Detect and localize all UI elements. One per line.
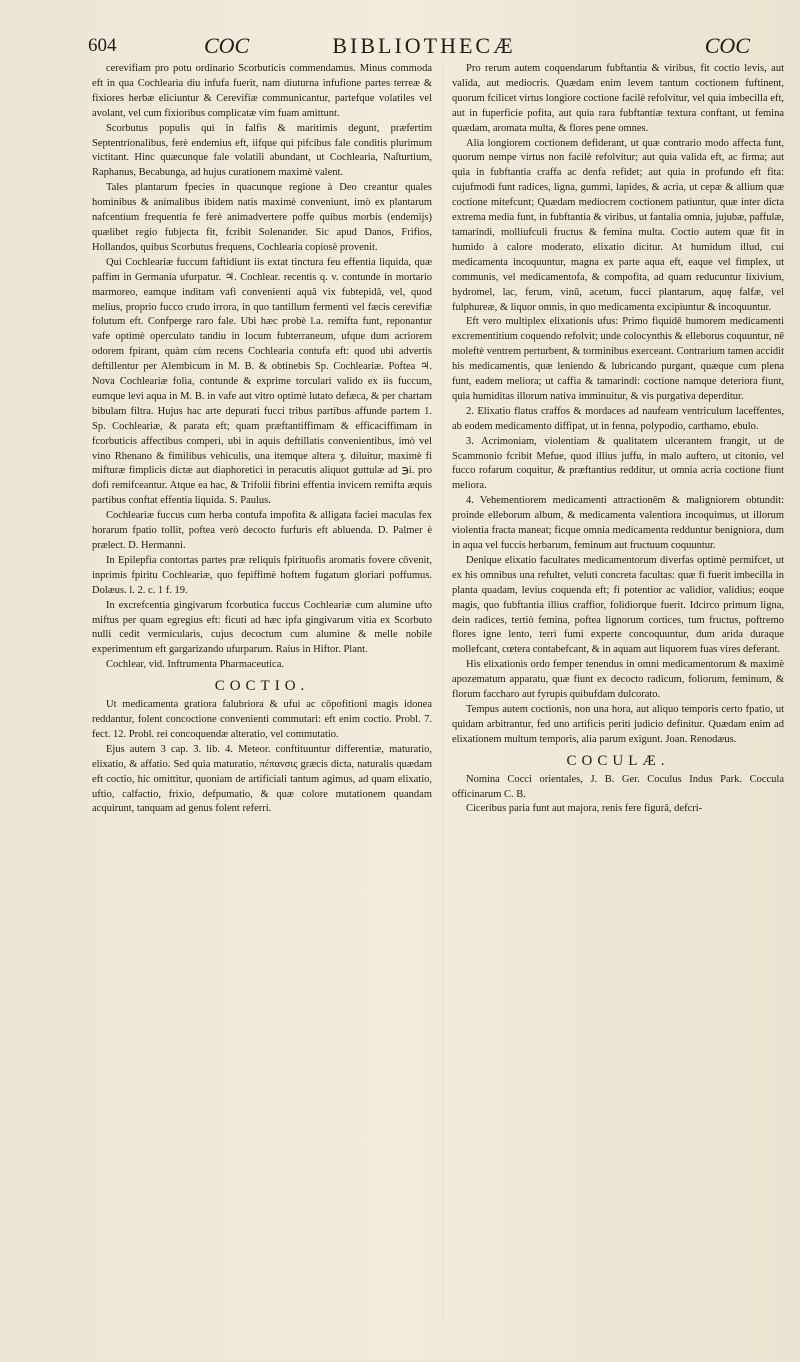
- paragraph: Tales plantarum fpecies in quacunque regione à Deo creantur quales hominibus & animalibus ibidem natis maximè conveniunt, imò ex plantarum nafcentium frequentia fe ferè animadvertere poffe quibus morbis (endemijs) quælibet regio fubjecta fit, fcribit Solenander. Sic apud Danos, Frifios, Hollandos, quibus Scorbutus frequens, Cochlearia copiosè provenit.: [92, 182, 432, 253]
- section-heading-coctio: COCTIO.: [214, 678, 310, 695]
- page-title: BIBLIOTHECÆ: [332, 33, 516, 58]
- paragraph: Alia longiorem coctionem defiderant, ut quæ contrario modo affecta funt, quorum nempe virtus non facilè refolvitur; aut quia valida eft, ac firma; aut quia in fubftantia craffa ac denfa refidet; aut quia in profundo eft fita: cujufmodi funt radices, ligna, gummi, lapides, & acria, ut cepæ & allium quæ coctione mitefcunt; Quædam mediocrem coctionem patiuntur, quæ inter dicta extrema media funt, in fubftantia & viribus, ut fantalia omnia, jujubæ, paffulæ, tamarindi, molliufculi fructus & femina multa. Coctio autem quæ fit in humido à calore moderato, elixatio dicitur. At humidum illud, cui medicamenta incoquuntur, magna ex parte aqua eft, eaque vel fimplex, ut communis, vel medicamentofa, & compofita, ad quam reducuntur lixivium, hydromel, lac, ferum, vinū, acetum, fucci plantarum, aquę falfæ, vel fulphureæ, & liquor omnis, in quo medicamenta excipiuntur & incoquuntur.: [452, 137, 784, 313]
- paragraph: Cochleariæ fuccus cum herba contufa impofita & alligata faciei maculas fex horarum fpatio tollit, poftea verò decocto furfuris eft abluenda. D. Palmer è prælect. D. Hermanni.: [92, 510, 432, 551]
- section-heading-coculae: COCULÆ.: [566, 752, 670, 769]
- paragraph: Denique elixatio facultates medicamentorum diverfas optimè permifcet, ut ex his omnibus una refultet, veluti concreta facultas: quæ fi fuerit imbecilla in planta quadam, levius coquenda eft; fi potentior ac validior, validius; eoque magis, quo fubftantia illius craffior, folidiorque fuerit. Idcirco primum ligna, dein radices, tertiò femina, poftea lignorum cortices, tum fructus, poftremo flores igne lento, terri fumi experte concoquuntur, dum arida duraque mollefcant, cœtera contabefcant, & in aquam aut liquorem fuas vires deferant.: [452, 554, 784, 656]
- paragraph: Nomina Cocci orientales, J. B. Ger. Coculus Indus Park. Coccula officinarum C. B.: [452, 773, 784, 800]
- paragraph: Ejus autem 3 cap. 3. lib. 4. Meteor. conftituuntur differentiæ, maturatio, elixatio, & affatio. Sed quia maturatio, πέπανσις græcis dicta, naturalis quædam eft coctio, hic omittitur, quoniam de artificiali tantum agimus, ad quam elixatio, uftio, calfactio, frixio, defpumatio, & quæ colore mutationem quandam acquirunt, tanquam ad genus folent referri.: [92, 743, 432, 815]
- left-catchword: COC: [204, 33, 250, 58]
- paragraph: 4. Vehementiorem medicamenti attractionēm & maligniorem obtundit: proinde elleborum album, & medicamenta valentiora incoquimus, ut illorum violentia fracta maneat; ficque omnia medicamenta redduntur benigniora, dum in aqua vel fuccis herbarum, feminum aut fructuum coquuntur.: [452, 495, 784, 551]
- cross-reference: Cochlear, vid. Inftrumenta Pharmaceutica.: [106, 659, 285, 671]
- right-catchword: COC: [704, 33, 750, 58]
- paragraph: His elixationis ordo femper tenendus in omni medicamentorum & maximè apozematum apparatu, quæ fiunt ex decocto radicum, foliorum, feminum, & florum faccharo aut fyrupis quibufdam dulcorato.: [452, 659, 784, 701]
- paragraph: Ut medicamenta gratiora falubriora & ufui ac cōpofitioni magis idonea reddantur, folent concoctione convenienti commutari: eft enim coctio. Probl. 7. fect. 12. Probl. rei concoquendæ alteratio, vel commutatio.: [92, 699, 432, 740]
- paragraph: In excrefcentia gingivarum fcorbutica fuccus Cochleariæ cum alumine ufto miftus per quam egregius eft: ficuti ad hæc ipfa gingivarum vitia ex Scorbuto nulli cedit vermicularis, cujus decoctum cum alumine & melle nobile experimentum eft gargarizando ufurparum. Raius in Hiftor. Plant.: [92, 599, 432, 656]
- paragraph: In Epilepfia contortas partes præ reliquis fpirituofis aromatis fovere cōvenit, inprimis fpiritu Cochleariæ, quo fepiffimè hoftem fugatum gloriari poffumus. Dolæus. l. 2. c. 1 f. 19.: [92, 554, 432, 596]
- paragraph: 2. Elixatio flatus craffos & mordaces ad naufeam ventriculum laceffentes, ab eodem medicamento diffipat, ut in fenna, polypodio, carthamo, ebulo.: [452, 405, 784, 432]
- paragraph: Ciceribus paria funt aut majora, renis fere figurâ, defcri-: [466, 803, 703, 815]
- running-header: [88, 34, 760, 58]
- page-number: 604: [88, 35, 117, 56]
- paragraph: Tempus autem coctionis, non una hora, aut aliquo temporis certo fpatio, ut quidam arbitrantur, fed uno artificis periti judicio definitur. Quædam enim ad elixationem multum temporis, alia parum exigunt. Joan. Renodæus.: [452, 703, 784, 745]
- paragraph: cerevifiam pro potu ordinario Scorbuticis commendamus. Minus commoda eft in qua Cochlearia diu infufa fuerit, nam diuturna infufione partes terreæ & fixiores herbæ eliciuntur & Cerevifiæ communicantur, partefque volatiles vel avolant, vel cum fixioribus complicatæ vim fuam amittunt.: [92, 63, 432, 119]
- paragraph: Pro rerum autem coquendarum fubftantia & viribus, fit coctio levis, aut valida, aut mediocris. Quædam enim levem tantum coctionem fuftinent, quorum fcilicet virtus longiore coctione facilè refolvitur, vel quia imbecilla eft, aut in fuperficie pofita, aut quia rara fubftantiæ textura conftant, ut femina quædam, aromata multa, & flores pene omnes.: [452, 63, 784, 134]
- paragraph: Qui Cochleariæ fuccum faftidiunt iis extat tinctura feu effentia liquida, quæ paffim in Germania ufurpatur. ♃. Cochlear. recentis q. v. contunde in mortario marmoreo, eamque inditam vafi convenienti aquâ vix fubtepidâ, vel, quod melius, proprio fucco crudo irrora, in quo tantillum fermenti vel fæcis cerevifiæ folutum eft. Confperge raro fale. Ubi hæc probè l.a. remifta funt, reponantur vafe optimè operculato tandiu in locum fubterraneum, ufque dum acriorem odorem fpirant, quàm cùm recens Cochlearia contufa eft: quod ubi advertis deftillentur per Alembicum in M. B. & obtinebis Sp. Cochleariæ. Poftea ♃. Nova Cochleariæ folia, contunde & exprime torculari valido ex iis fuccum, eumque levi aqua in M. B. in vafe aut vitro optimè lutato defæca, & per chartam bibulam filtra. Hujus hac arte depurati fucci tribus partibus affunde partem 1. Sp. Cochleariæ, & parata eft; quam præftantiffimam & efficaciffimam in fcorbuticis affectibus comperi, ubi in aquis deftillatis convenientibus, imò vel vino Rhenano & fimilibus vehiculis, una itemque altera ʒ. diluitur, maximè fi mifturæ fimplicis dictæ aut diaphoretici in peracutis aliquot guttulæ ad ℈i. pro dofi remifceantur. Atque ea hac, & Trifolii fibrini effentia invicem remifta æquis partibus conftat effentia liquida. S. Paulus.: [92, 256, 432, 507]
- right-column: [452, 62, 784, 1362]
- column-gutter: [442, 62, 443, 1322]
- paragraph: Eft vero multiplex elixationis ufus: Primo fiquidē humorem medicamenti excrementitium coquendo refolvit; unde colocynthis & elleborus coquuntur, nē moleftè ventrem perturbent, & torminibus exerceant. Contrarium tamen accidit his medicamentis, quæ leniendo & lubricando purgant, quæque cum plena funt, eadem meliora; ut caffia & tamarindi: coctione namque deteriora fiunt, quia humiditas illorum nativa imminuitur, & vis purgativa deperditur.: [452, 316, 784, 402]
- paragraph: 3. Acrimoniam, violentiam & qualitatem ulcerantem frangit, ut de Scammonio fcribit Mefue, quod illius juffu, in malo auftero, ut citonio, vel fucco rofarum coquitur, & præftantius redditur, ut omnia acria coctione fiunt meliora.: [452, 435, 784, 492]
- paragraph: Scorbutus populis qui in falfis & maritimis degunt, præfertim Septentrionalibus, ferè endemius eft, iifque qui pifcibus fale conditis plurimum victitant. Hinc quæcunque fale volatili abundant, ut Cochlearia, Naſturtium, Raphanus, Becabunga, ad hujus curationem maximè valent.: [92, 122, 432, 179]
- left-column: [92, 62, 432, 1362]
